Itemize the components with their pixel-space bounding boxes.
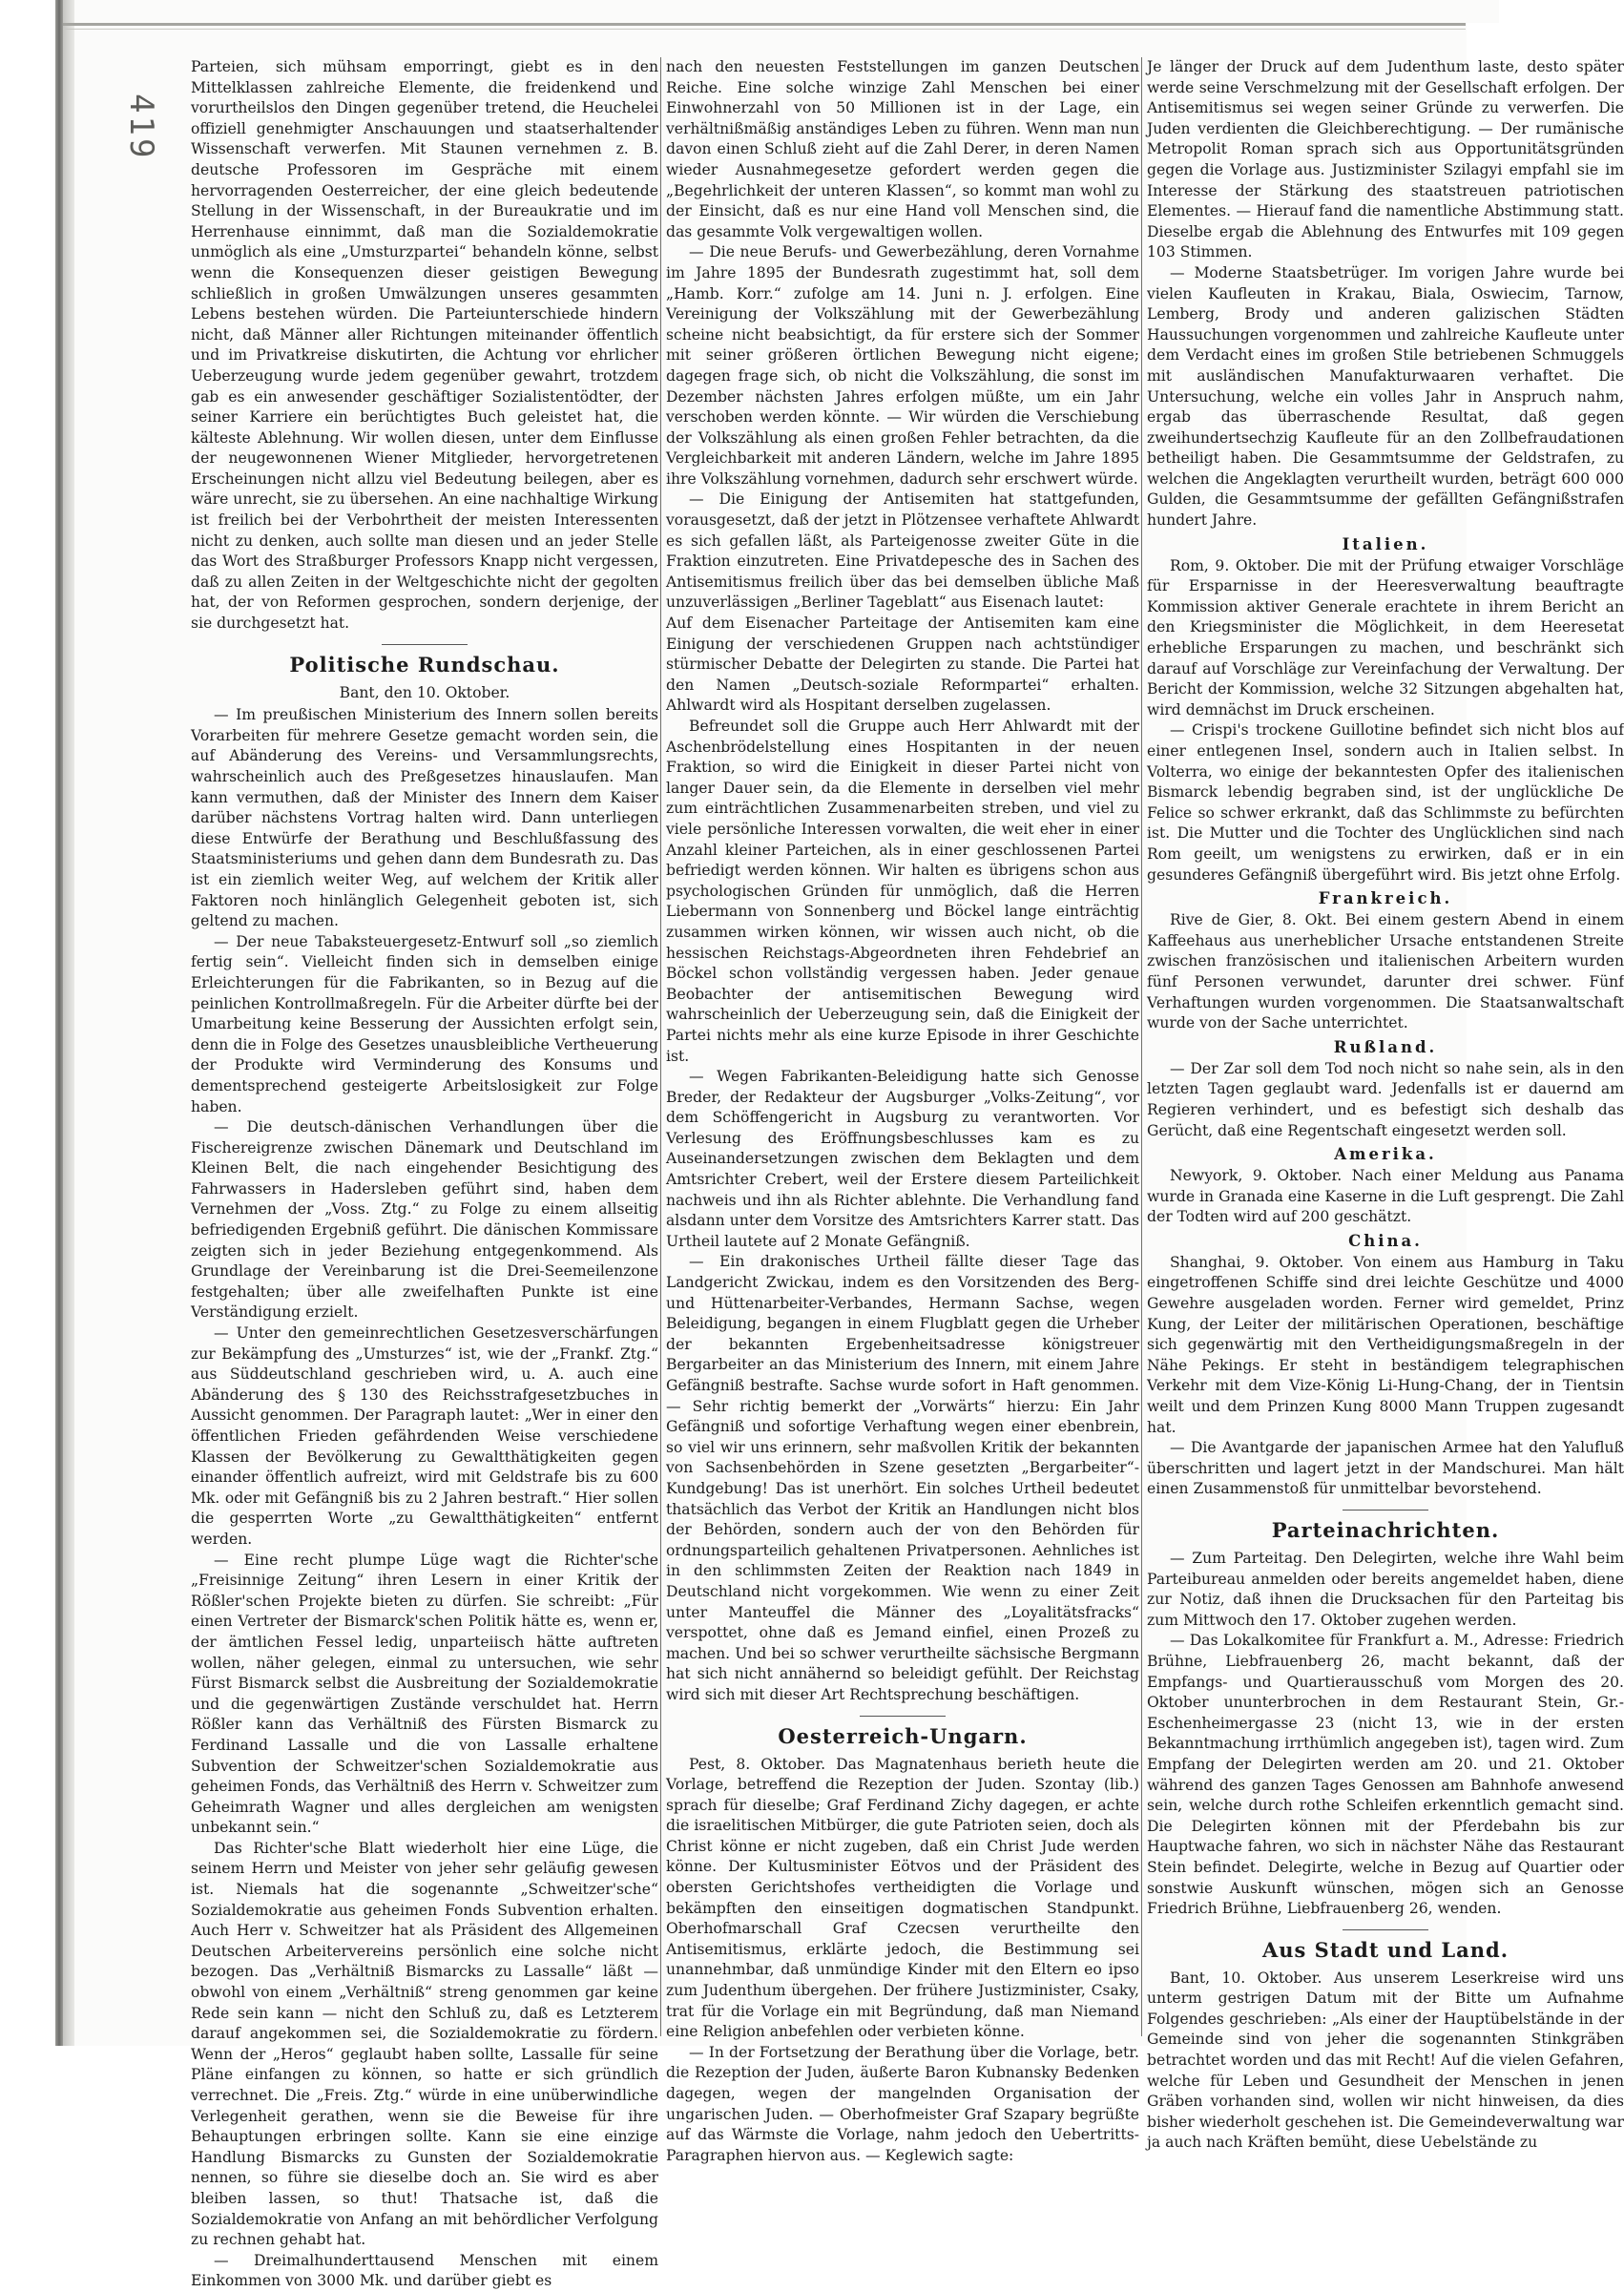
column-middle [666,57,1139,2164]
binding-edge [55,0,63,2046]
section-separator [1343,1510,1428,1511]
article-paragraph: Bant, 10. Oktober. Aus unserem Leserkreise wird uns unterm gestrigen Datum mit der Bitte um Aufnahme Folgendes geschrieben: „Als einer der Hauptübelstände in der Gemeinde sind von jeher die sogenannten Stinkgräben betrachtet worden und das mit Recht! Auf die vielen Gefahren, welche für Leben und Gesundheit der Menschen in jenen Gräben vorhanden sind, wollen wir nicht hinweisen, da dies bisher wiederholt geschehen ist. Die Gemeindeverwaltung war ja auch nach Kräften bemüht, diese Uebelstände zu [1147,1969,1624,2152]
section-heading-politische-rundschau: Politische Rundschau. [289,652,560,677]
article-paragraph: — Der Zar soll dem Tod noch nicht so nahe sein, als in den letzten Tagen geglaubt ward. Jedenfalls ist er dauernd am Regieren verhindert, und es befestigt sich deshalb das Gerücht, daß eine Regentschaft eingesetzt werden soll. [1147,1059,1624,1139]
section-separator [382,644,468,645]
binding-margin [0,0,59,2046]
article-paragraph: — Dreimalhunderttausend Menschen mit einem Einkommen von 3000 Mk. und darüber giebt es [191,2251,658,2290]
section-heading-parteinachrichten: Parteinachrichten. [1271,1518,1500,1542]
article-paragraph: nach den neuesten Feststellungen im ganzen Deutschen Reiche. Eine solche winzige Zahl Menschen bei einer Einwohnerzahl von 50 Millionen ist in der Lage, ein verhältnißmäßig anständiges Leben zu führen. Wenn man nun davon einen Schluß zieht auf die Zahl Derer, in deren Namen wieder Ausnahmegesetze gefordert werden gegen die „Begehrlichkeit der unteren Klassen“, so kommt man wohl zu der Einsicht, daß es nur eine Hand voll Menschen sind, die das gesammte Volk vergewaltigen wollen. [666,58,1139,240]
article-paragraph: — Ein drakonisches Urtheil fällte dieser Tage das Landgericht Zwickau, indem es den Vorsitzenden des Berg- und Hüttenarbeiter-Verbandes, Hermann Sachse, wegen Beleidigung, begangen in einem Flugblatt gegen die Urheber der bekannten Ergebenheitsadresse königstreuer Bergarbeiter an das Ministerium des Innern, mit einem Jahre Gefängniß bestrafte. Sachse wurde sofort in Haft genommen. — Sehr richtig bemerkt der „Vorwärts“ hierzu: Ein Jahr Gefängniß und sofortige Verhaftung wegen einer ebenbrein, so viel wir uns erinnern, sehr maßvollen Kritik der bekannten von Sachsenbehörden in Szene gesetzten „Bergarbeiter“-Kundgebung! Das ist unerhört. Ein solches Urtheil bedeutet thatsächlich das Verbot der Kritik an Handlungen nicht blos der Behörden, sondern auch der von den Behörden für ordnungsparteilich gehaltenen Privatpersonen. Aehnliches ist in den schlimmsten Zeiten der Reaktion nach 1849 in Deutschland nicht vorgekommen. Wie wenn zu einer Zeit unter Manteuffel die Männer des „Loyalitätsfracks“ verspottet, ohne daß es Jemand einfiel, einen Prozeß zu machen. Und bei so schwer verurtheilte sächsische Bergmann hat sich nicht annähernd so beleidigt gefühlt. Der Reichstag wird sich mit dieser Art Rechtsprechung beschäftigen. [666,1253,1139,1703]
article-paragraph: Pest, 8. Oktober. Das Magnatenhaus berieth heute die Vorlage, betreffend die Rezeption der Juden. Szontay (lib.) sprach für dieselbe; Graf Ferdinand Zichy dagegen, er achte die israelitischen Mitbürger, die gute Patrioten seien, doch als Christ könne er nicht zugeben, daß ein Christ Jude werden könne. Der Kultusminister Eötvos und der Präsident des obersten Gerichtshofes vertheidigten die Vorlage und bekämpften den einseitigen dogmatischen Standpunkt. Oberhofmarschall Graf Czecsen verurtheilte den Antisemitismus, erklärte jedoch, die Bestimmung sei unannehmbar, daß unmündige Kinder mit den Eltern eo ipso zum Judenthum übergehen. Der frühere Justizminister, Csaky, trat für die Vorlage ein mit Begründung, daß man Niemand eine Religion anbefehlen oder verbieten könne. [666,1755,1139,2041]
column-left [191,57,658,2290]
article-paragraph: — Die Avantgarde der japanischen Armee hat den Yalufluß überschritten und lagert jetzt in der Mandschurei. Man hält einen Zusammenstoß für unmittelbar bevorstehend. [1147,1439,1624,1498]
article-paragraph: — Der neue Tabaksteuergesetz-Entwurf soll „so ziemlich fertig sein“. Vielleicht finden sich in demselben einige Erleichterungen für die Fabrikanten, so in Bezug auf die peinlichen Kontrollmaßregeln. Für die Arbeiter dürfte bei der Umarbeitung keine Besserung der Aussichten erfolgt sein, denn die in Folge des Gesetzes unausbleibliche Vertheuerung der Produkte wird Verminderung des Konsums und dementsprechend gesteigerte Arbeitslosigkeit zur Folge haben. [191,932,658,1115]
section-separator [1343,1929,1428,1930]
top-page-edge [63,23,1466,26]
article-paragraph: — In der Fortsetzung der Berathung über die Vorlage, betr. die Rezeption der Juden, äußerte Baron Kubnansky Bedenken dagegen, wegen der mangelnden Organisation der ungarischen Juden. — Oberhofmeister Graf Szapary begrüßte auf das Wärmste die Vorlage, nahm jedoch den Uebertritts-Paragraphen hiervon aus. — Keglewich sagte: [666,2043,1139,2164]
article-paragraph: — Moderne Staatsbetrüger. Im vorigen Jahre wurde bei vielen Kaufleuten in Krakau, Biala, Oswiecim, Tarnow, Lemberg, Brody und anderen galizischen Städten Haussuchungen vorgenommen und zahlreiche Kaufleute unter dem Verdacht eines im großen Stile betriebenen Schmuggels mit ausländischen Manufakturwaaren verhaftet. Die Untersuchung, welche ein volles Jahr in Anspruch nahm, ergab das überraschende Resultat, daß gegen zweihundertsechzig Kaufleute für an den Zollbefraudationen betheiligt haben. Die Gesammtsumme der Geldstrafen, zu welchen die Angeklagten verurtheilt wurden, beträgt 600 000 Gulden, die Gesammtsumme der gefällten Gefängnißstrafen hundert Jahre. [1147,263,1624,530]
article-paragraph: — Unter den gemeinrechtlichen Gesetzesverschärfungen zur Bekämpfung des „Umsturzes“ ist, wie der „Frankf. Ztg.“ aus Süddeutschland geschrieben wird, u. A. auch eine Abänderung des § 130 des Reichsstrafgesetzbuches in Aussicht genommen. Der Paragraph lautet: „Wer in einer den öffentlichen Frieden gefährdenden Weise verschiedene Klassen der Bevölkerung zu Gewaltthätigkeiten gegen einander öffentlich aufreizt, wird mit Geldstrafe bis zu 600 Mk. oder mit Gefängniß bis zu 2 Jahren bestraft.“ Hier sollen die gesperrten Worte „zu Gewaltthätigkeiten“ entfernt werden. [191,1324,658,1548]
column-rule-1 [660,57,661,2036]
binding-strip [63,0,74,2046]
section-separator [860,1716,946,1717]
article-paragraph: — Das Lokalkomitee für Frankfurt a. M., Adresse: Friedrich Brühne, Liebfrauenberg 26, macht bekannt, daß der Empfangs- und Quartierausschuß vom Morgen des 20. Oktober ununterbrochen in dem Restaurant Stein, Gr.-Eschenheimergasse 23 (nicht 13, wie in der ersten Bekanntmachung irrthümlich angegeben ist), tagen wird. Zum Empfang der Delegirten werden am 20. und 21. Oktober während des ganzen Tages Genossen am Bahnhofe anwesend sein, welche durch rothe Schleifen erkenntlich gemacht sind. Die Delegirten können mit der Pferdebahn bis zur Hauptwache fahren, wo sich in nächster Nähe das Restaurant Stein befindet. Delegirte, welche in Bezug auf Quartier oder sonstwie Auskunft wünschen, mögen sich an Genosse Friedrich Brühne, Liebfrauenberg 26, wenden. [1147,1632,1624,1918]
article-paragraph: Shanghai, 9. Oktober. Von einem aus Hamburg in Taku eingetroffenen Schiffe sind drei leichte Geschütze und 4000 Gewehre ausgeladen worden. Ferner wird gemeldet, Prinz Kung, der Leiter der militärischen Operationen, beschäftige sich gegenwärtig mit den Vertheidigungsmaßregeln in der Nähe Pekings. Er steht in beständigem telegraphischen Verkehr mit dem Vize-König Li-Hung-Chang, der in Tientsin weilt und dem Prinzen Kung 8000 Mann Truppen zugesandt hat. [1147,1253,1624,1436]
column-rule-2 [1141,57,1142,2036]
country-heading-frankreich: Frankreich. [1318,889,1453,908]
article-paragraph: — Crispi's trockene Guillotine befindet sich nicht blos auf einer entlegenen Insel, sondern auch in Italien selbst. In Volterra, wo einige der bekanntesten Opfer des italienischen Bismarck lebendig begraben sind, ist der unglückliche De Felice so schwer erkrankt, daß das Schlimmste zu befürchten ist. Die Mutter und die Tochter des Unglücklichen sind nach Rom geeilt, um wenigstens zu erwirken, daß er in ein gesunderes Gefängniß übergeführt wird. Bis jetzt ohne Erfolg. [1147,721,1624,884]
column-right [1147,57,1624,2152]
country-heading-russland: Rußland. [1333,1037,1438,1056]
article-paragraph: — Wegen Fabrikanten-Beleidigung hatte sich Genosse Breder, der Redakteur der Augsburger „Volks-Zeitung“, vor dem Schöffengericht in Augsburg zu verantworten. Vor Verlesung des Eröffnungsbeschlusses kam es zu Auseinandersetzungen zwischen dem Beklagten und dem Amtsrichter Crebert, weil der Erstere diesem Parteilichkeit nachweis und ihn als Richter ablehnte. Die Verhandlung fand alsdann unter dem Vorsitze des Amtsrichters Karrer statt. Das Urtheil lautete auf 2 Monate Gefängniß. [666,1068,1139,1250]
country-heading-china: China. [1348,1231,1423,1250]
article-paragraph: Befreundet soll die Gruppe auch Herr Ahlwardt mit der Aschenbrödelstellung eines Hospitanten in der neuen Fraktion, so wird die Einigkeit in dieser Partei nicht von langer Dauer sein, da die Elemente in derselben viel mehr zum einträchtlichen Zusammenarbeiten streben, und viel zu viele persönliche Interessen vorwalten, die weit eher in einer Anzahl kleiner Parteichen, als in einer geschlossenen Partei befriedigt werden können. Wir halten es übrigens schon aus psychologischen Gründen für unmöglich, daß die Herren Liebermann von Sonnenberg und Böckel lange einträchtig zusammen wirken können, wir wissen auch nicht, ob die hessischen Reichstags-Abgeordneten ihren Fehdebrief an Böckel schon vollständig vergessen haben. Jeder genaue Beobachter der antisemitischen Bewegung wird wahrscheinlich der Ueberzeugung sein, daß die Einigkeit der Partei nichts mehr als eine kurze Episode in ihrer Geschichte ist. [666,718,1139,1065]
article-paragraph: — Die Einigung der Antisemiten hat stattgefunden, vorausgesetzt, daß der jetzt in Plötzensee verhaftete Ahlwardt es sich gefallen läßt, als Parteigenosse zweiter Güte in die Fraktion einzutreten. Eine Privatdepesche des in Sachen des Antisemitismus freilich über das bei demselben übliche Maß unzuverlässigen „Berliner Tageblatt“ aus Eisenach lautet: [666,490,1139,612]
section-heading-oesterreich-ungarn: Oesterreich-Ungarn. [778,1723,1028,1748]
page-number: 419 [122,94,160,161]
article-paragraph: — Zum Parteitag. Den Delegirten, welche ihre Wahl beim Parteibureau anmelden oder bereits angemeldet haben, diene zur Notiz, daß ihnen die Drucksachen für den Parteitag bis zum Mittwoch den 17. Oktober zugehen werden. [1147,1550,1624,1629]
top-page-edge-inner [63,29,1466,30]
country-heading-amerika: Amerika. [1334,1145,1437,1164]
article-paragraph: Je länger der Druck auf dem Judenthum laste, desto später werde seine Verschmelzung mit der Gesellschaft erfolgen. Der Antisemitismus sei wegen seiner Gründe zu verwerfen. Die Juden verdienten die Gleichberechtigung. — Der rumänische Metropolit Roman sprach sich aus Opportunitätsgründen gegen die Vorlage aus. Justizminister Szilagyi empfahl sie im Interesse der Stärkung des staatstreuen patriotischen Elementes. — Hierauf fand die namentliche Abstimmung statt. Dieselbe ergab die Ablehnung des Entwurfes mit 109 gegen 103 Stimmen. [1147,58,1624,261]
dateline: Bant, den 10. Oktober. [339,683,510,701]
article-paragraph: — Im preußischen Ministerium des Innern sollen bereits Vorarbeiten für mehrere Gesetze gemacht worden sein, die auf Abänderung des Vereins- und Versammlungsrechts, wahrscheinlich auch des Preßgesetzes hinauslaufen. Man kann vermuthen, daß der Minister des Innern dem Kaiser darüber nächstens Vortrag halten wird. Dann unterliegen diese Entwürfe der Berathung und Beschlußfassung des Staatsministeriums und gehen dann dem Bundesrath zu. Das ist ein ziemlich weiter Weg, auf welchem der Kritik aller Faktoren noch hinlänglich Gelegenheit geboten ist, sich geltend zu machen. [191,706,658,930]
article-paragraph: — Die deutsch-dänischen Verhandlungen über die Fischereigrenze zwischen Dänemark und Deutschland im Kleinen Belt, die nach eingehender Besichtigung des Fahrwassers in Hadersleben geführt sind, haben dem Vernehmen der „Voss. Ztg.“ zu Folge zu einem allseitig befriedigenden Ergebniß geführt. Die dänischen Kommissare zeigten sich in jeder Beziehung entgegenkommend. Als Grundlage der Vereinbarung ist die Drei-Seemeilenzone festgehalten; über alle zweifelhaften Punkte ist eine Verständigung erzielt. [191,1118,658,1322]
quoted-dispatch: Auf dem Eisenacher Parteitage der Antisemiten kam eine Einigung der verschiedenen Gruppen nach achtstündiger stürmischer Debatte der Delegirten zu stande. Die Partei hat den Namen „Deutsch-soziale Reformpartei“ erhalten. Ahlwardt wird als Hospitant derselben zugelassen. [666,615,1139,715]
article-paragraph: Parteien, sich mühsam emporringt, giebt es in den Mittelklassen zahlreiche Elemente, die freidenkend und vorurtheilslos den Dingen gegenüber tretend, die Heuchelei offiziell genehmigter Anschauungen und staatserhaltender Wissenschaft verwerfen. Mit Staunen vernehmen z. B. deutsche Professoren im Gespräche mit einem hervorragenden Oesterreicher, der eine gleich bedeutende Stellung in der Wissenschaft, in der Bureaukratie und im Herrenhause einnimmt, daß man die Sozialdemokratie unmöglich als eine „Umsturzpartei“ behandeln könne, selbst wenn die Konsequenzen dieser geistigen Bewegung schließlich in großen Umwälzungen unseres gesammten Lebens bestehen würden. Die Parteiunterschiede hindern nicht, daß Männer aller Richtungen miteinander öffentlich und im Privatkreise diskutirten, die Achtung vor ehrlicher Ueberzeugung wurde jedem gegenüber gewahrt, trotzdem gab es ein anwesender geschäftiger Sozialistentödter, der seiner Karriere ein berüchtigtes Buch geleistet hat, die kälteste Ablehnung. Wir wollen diesen, unter dem Einflusse der neugewonnenen Wiener Mitglieder, hervorgetretenen Erscheinungen nicht allzu viel Bedeutung beilegen, aber es wäre unrecht, sie zu übersehen. An eine nachhaltige Wirkung ist freilich bei der Verbohrtheit der meisten Interessenten nicht zu denken, auch sollte man diesen und an jeder Stelle das Wort des Straßburger Professors Knapp nicht vergessen, daß zu allen Zeiten in der Weltgeschichte nicht der gegolten hat, der von Reformen gesprochen, sondern derjenige, der sie durchgesetzt hat. [191,58,658,633]
article-paragraph: — Die neue Berufs- und Gewerbezählung, deren Vornahme im Jahre 1895 der Bundesrath zugestimmt hat, soll dem „Hamb. Korr.“ zufolge am 14. Juni n. J. erfolgen. Eine Vereinigung der Volkszählung mit der Gewerbezählung scheine nicht beabsichtigt, da für erstere sich der Sommer mit seiner größeren örtlichen Bewegung nicht eigene; dagegen frage sich, ob nicht die Volkszählung, die sonst im Dezember nächsten Jahres erfolgen müßte, um ein Jahr verschoben werden könnte. — Wir würden die Verschiebung der Volkszählung als einen großen Fehler betrachten, da die Vergleichbarkeit mit anderen Ländern, welche im Jahre 1895 ihre Volkszählung vornehmen, dadurch sehr erschwert würde. [666,243,1139,488]
article-paragraph: Das Richter'sche Blatt wiederholt hier eine Lüge, die seinem Herrn und Meister von jeher sehr geläufig gewesen ist. Niemals hat die sogenannte „Schweitzer'sche“ Sozialdemokratie aus geheimen Fonds Subvention erhalten. Auch Herr v. Schweitzer hat als Präsident des Allgemeinen Deutschen Arbeitervereins persönlich eine solche nicht bezogen. Das „Verhältniß Bismarcks zu Lassalle“ läßt — obwohl von einem „Verhältniß“ streng genommen gar keine Rede sein kann — nicht den Schluß zu, daß es Letzterem darauf angekommen sei, die Sozialdemokratie zu fördern. Wenn der „Heros“ geglaubt haben sollte, Lassalle für seine Pläne einfangen zu können, so hatte er sich gründlich verrechnet. Die „Freis. Ztg.“ würde in eine unüberwindliche Verlegenheit gerathen, wenn sie die Beweise für ihre Behauptungen erbringen sollte. Kann sie eine einzige Handlung Bismarcks zu Gunsten der Sozialdemokratie nennen, so führe sie dieselbe doch an. Sie wird es aber bleiben lassen, so thut! Thatsache ist, daß die Sozialdemokratie von Anfang an mit behördlicher Verfolgung zu rechnen gehabt hat. [191,1839,658,2249]
article-paragraph: Rom, 9. Oktober. Die mit der Prüfung etwaiger Vorschläge für Ersparnisse in der Heeresverwaltung beauftragte Kommission aktiver Generale erachtete in ihrem Bericht an den Kriegsminister die Möglichkeit, in dem Heeresetat erhebliche Ersparungen zu machen, und beschränkt sich darauf auf Vorschläge zur Vereinfachung der Verwaltung. Der Bericht der Kommission, welche 32 Sitzungen abgehalten hat, wird demnächst im Druck erscheinen. [1147,556,1624,719]
article-paragraph: Rive de Gier, 8. Okt. Bei einem gestern Abend in einem Kaffeehaus aus unerheblicher Ursache entstandenen Streite zwischen französischen und italienischen Arbeitern wurden fünf Personen verwundet, darunter drei schwer. Fünf Verhaftungen wurden vorgenommen. Die Staatsanwaltschaft wurde von der Sache unterrichtet. [1147,911,1624,1032]
section-heading-aus-stadt-und-land: Aus Stadt und Land. [1261,1937,1509,1962]
country-heading-italien: Italien. [1342,534,1429,553]
article-paragraph: Newyork, 9. Oktober. Nach einer Meldung aus Panama wurde in Granada eine Kaserne in die Luft gesprengt. Die Zahl der Todten wird auf 200 geschätzt. [1147,1167,1624,1226]
article-paragraph: — Eine recht plumpe Lüge wagt die Richter'sche „Freisinnige Zeitung“ ihren Lesern in einer Kritik der Rößler'schen Projekte bieten zu dürfen. Sie schreibt: „Für einen Vertreter der Bismarck'schen Politik hätte es, wenn er, der ämtlichen Fessel ledig, unparteiisch hätte auftreten wollen, näher gelegen, einmal zu untersuchen, wie sehr Fürst Bismarck selbst die Ausbreitung der Sozialdemokratie und die gegenwärtigen Zustände verschuldet hat. Herrn Rößler kann das Verhältniß des Fürsten Bismarck zu Ferdinand Lassalle und die von Lassalle erhaltene Subvention der Schweitzer'schen Sozialdemokratie aus geheimen Fonds, das Verhältniß des Herrn v. Schweitzer zum Geheimrath Wagner und alles dergleichen am wenigsten unbekannt sein.“ [191,1551,658,1837]
